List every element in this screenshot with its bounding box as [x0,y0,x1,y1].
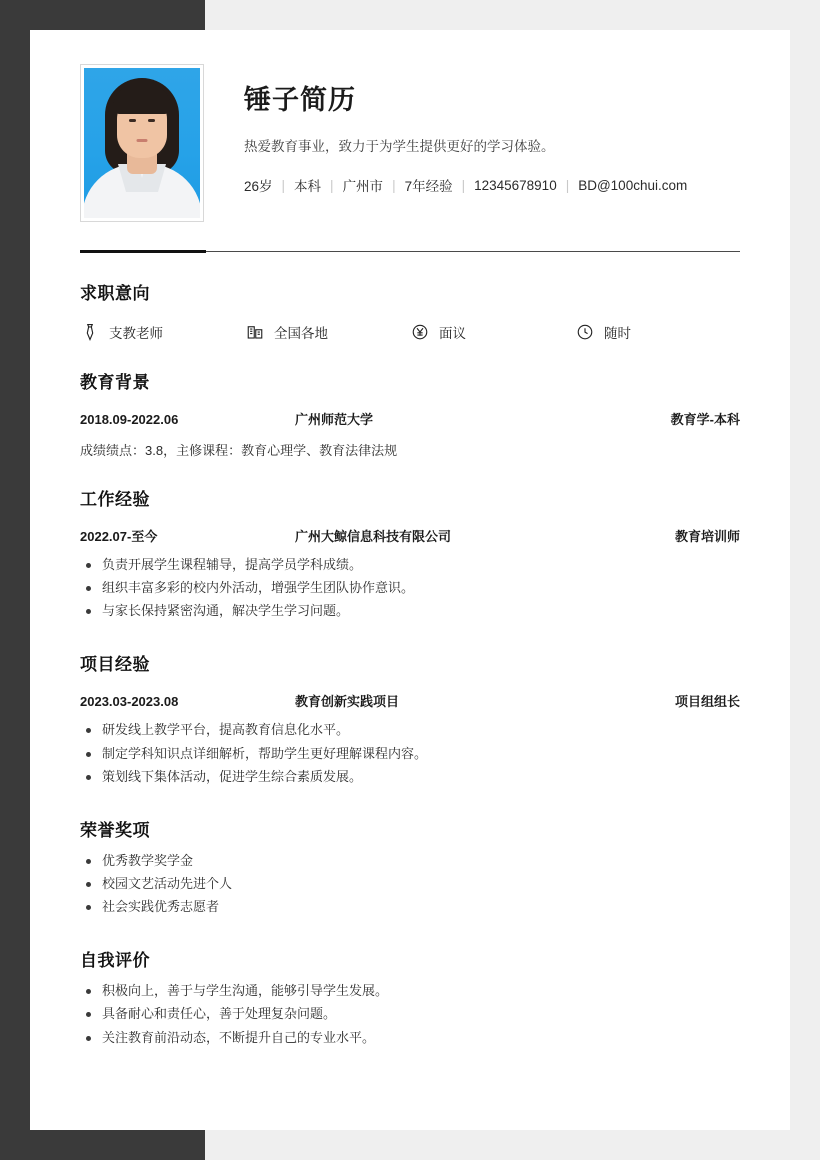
tie-icon [80,322,100,342]
section-title: 教育背景 [80,373,150,392]
section-title: 工作经验 [80,490,150,509]
meta-degree: 本科 [294,179,322,194]
list-item: 组织丰富多彩的校内外活动，增强学生团队协作意识。 [80,578,740,598]
profile-photo [84,68,200,218]
resume-header [30,30,790,222]
intent-label: 随时 [604,326,631,341]
entry-org: 广州师范大学 [295,412,374,427]
section-work-experience [80,459,740,621]
intent-label: 全国各地 [274,326,328,341]
meta-separator: | [565,177,570,193]
section-self-evaluation [80,920,740,1047]
entry-date: 2023.03-2023.08 [80,694,179,710]
list-item: 制定学科知识点详细解析，帮助学生更好理解课程内容。 [80,744,740,764]
selfeval-bullet-list [80,981,740,1047]
section-title: 荣誉奖项 [80,820,150,840]
meta-separator: | [330,177,334,193]
education-detail: 成绩绩点：3.8，主修课程：教育心理学、教育法律法规 [80,443,398,458]
list-item: 策划线下集体活动，促进学生综合素质发展。 [80,767,740,787]
meta-city: 广州市 [342,179,384,194]
intent-item-availability [575,322,740,342]
list-item: 优秀教学奖学金 [80,851,740,871]
clock-icon [575,322,595,342]
entry-role: 教育培训师 [674,529,740,544]
meta-phone: 12345678910 [474,177,557,193]
entry-role: 项目组组长 [674,694,740,710]
candidate-name: 锤子简历 [244,85,356,115]
profile-photo-frame [80,64,204,222]
section-honors [80,790,740,917]
intent-label: 支教老师 [109,326,163,341]
meta-email: BD@100chui.com [578,177,688,193]
list-item: 校园文艺活动先进个人 [80,874,740,894]
list-item: 具备耐心和责任心，善于处理复杂问题。 [80,1004,740,1024]
meta-age: 26岁 [244,179,273,194]
meta-separator: | [392,177,396,193]
project-entry [80,691,740,710]
candidate-meta [244,175,687,195]
meta-experience: 7年经验 [404,179,453,194]
intent-row [80,322,740,342]
entry-org: 教育创新实践项目 [295,694,400,710]
intent-item-position [80,322,245,342]
section-education [80,342,740,459]
list-item: 关注教育前沿动态，不断提升自己的专业水平。 [80,1028,740,1048]
honors-bullet-list [80,851,740,917]
resume-sheet [30,30,790,1130]
section-title: 自我评价 [80,951,150,971]
entry-org: 广州大鲸信息科技有限公司 [295,529,452,544]
intent-label: 面议 [439,326,466,341]
header-divider [80,250,740,253]
entry-role: 教育学-本科 [670,412,740,427]
section-title: 项目经验 [80,655,150,675]
section-job-intent [80,253,740,342]
header-info [204,64,687,222]
list-item: 与家长保持紧密沟通，解决学生学习问题。 [80,601,740,621]
list-item: 社会实践优秀志愿者 [80,897,740,917]
list-item: 研发线上教学平台，提高教育信息化水平。 [80,720,740,740]
entry-date: 2018.09-2022.06 [80,412,179,427]
list-item: 负责开展学生课程辅导，提高学员学科成绩。 [80,555,740,575]
intent-item-location [245,322,410,342]
intent-item-salary [410,322,575,342]
list-item: 积极向上，善于与学生沟通，能够引导学生发展。 [80,981,740,1001]
meta-separator: | [281,177,286,193]
section-project-experience [80,624,740,786]
section-title: 求职意向 [80,284,150,303]
yen-icon [410,322,430,342]
building-icon [245,322,265,342]
education-entry [80,409,740,428]
work-bullet-list [80,555,740,621]
work-entry [80,526,740,545]
meta-separator: | [461,177,466,193]
entry-date: 2022.07-至今 [80,529,158,544]
project-bullet-list [80,720,740,786]
candidate-tagline: 热爱教育事业，致力于为学生提供更好的学习体验。 [244,139,555,154]
